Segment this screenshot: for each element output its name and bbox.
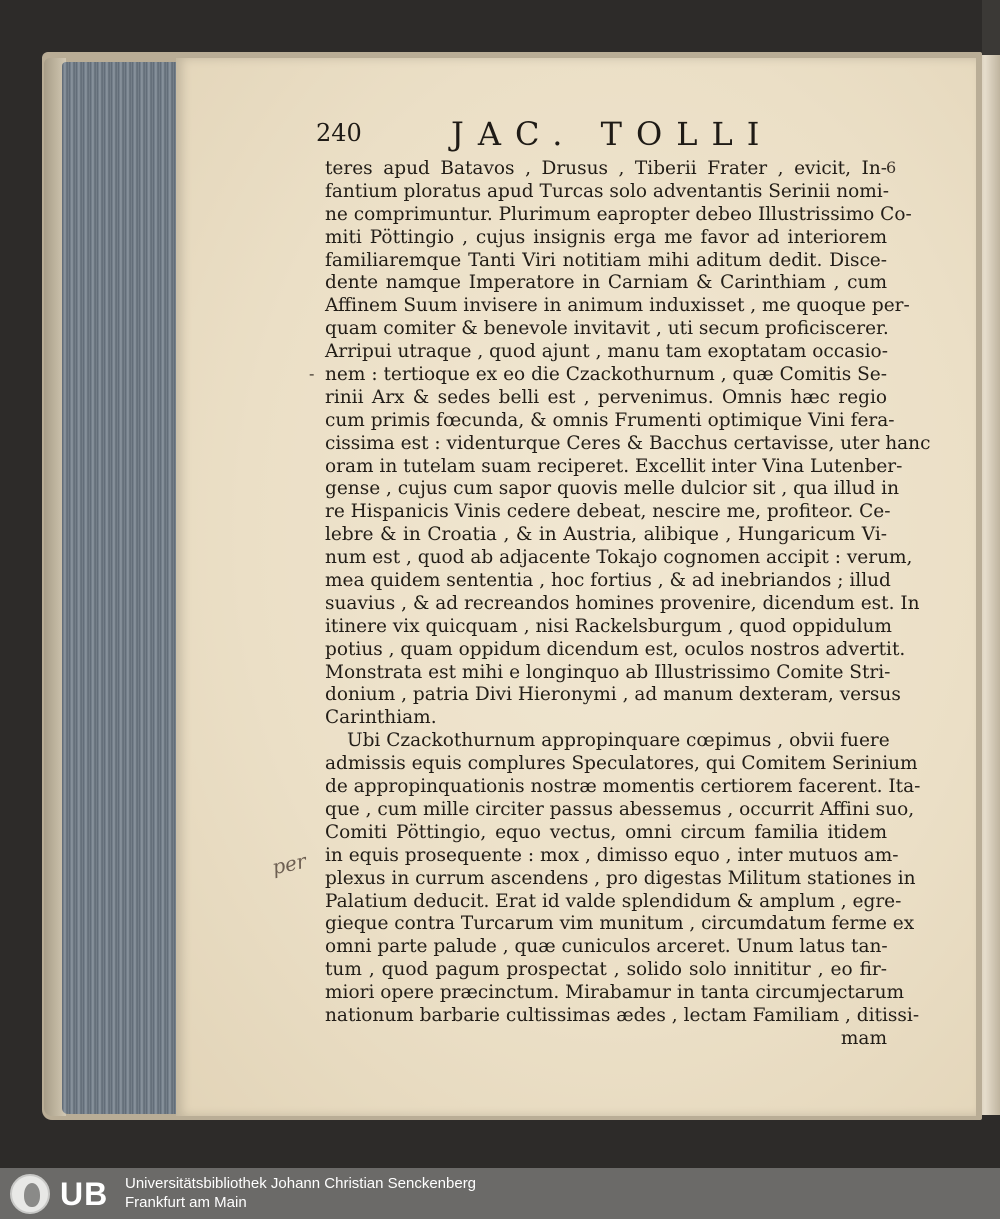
text-line: nationum barbarie cultissimas ædes , lectam Familiam , ditissi- xyxy=(325,1004,920,1026)
text-line: teres apud Batavos , Drusus , Tiberii Frater , evicit, In- xyxy=(325,158,887,179)
page-stack-edges xyxy=(62,62,177,1114)
text-line: num est , quod ab adjacente Tokajo cognomen accipit : verum, xyxy=(325,547,913,569)
ub-logo[interactable] xyxy=(10,1174,114,1214)
page-header xyxy=(316,115,916,159)
text-line: rinii Arx & sedes belli est , pervenimus. Omnis hæc regio xyxy=(325,386,887,408)
body-text xyxy=(325,158,931,1051)
library-footer xyxy=(0,1168,1000,1219)
text-line: Affinem Suum invisere in animum induxisset , me quoque per- xyxy=(325,295,910,317)
text-line: que , cum mille circiter passus abessemus , occurrit Affini suo, xyxy=(325,798,915,820)
text-line: de appropinquationis nostræ momentis certiorem facerent. Ita- xyxy=(325,776,921,798)
left-margin-mark: - xyxy=(309,364,315,383)
text-line: plexus in currum ascendens , pro digestas Militum stationes in xyxy=(325,867,916,889)
text-line: dente namque Imperatore in Carniam & Carinthiam , cum xyxy=(325,272,887,294)
portrait-icon xyxy=(10,1174,50,1214)
text-line: Comiti Pöttingio, equo vectus, omni circum familia itidem xyxy=(325,821,887,843)
text-line: gense , cujus cum sapor quovis melle dulcior sit , qua illud in xyxy=(325,478,899,500)
text-line: suavius , & ad recreandos homines provenire, dicendum est. In xyxy=(325,592,920,614)
text-line: tum , quod pagum prospectat , solido solo innititur , eo fir- xyxy=(325,959,887,981)
text-line: gieque contra Turcarum vim munitum , circumdatum ferme ex xyxy=(325,913,915,935)
text-line: donium , patria Divi Hieronymi , ad manum dexteram, versus xyxy=(325,684,901,706)
text-line: itinere vix quicquam , nisi Rackelsburgum , quod oppidulum xyxy=(325,615,892,637)
text-line: Palatium deducit. Erat id valde splendidum & amplum , egre- xyxy=(325,890,902,912)
text-line: miori opere præcinctum. Mirabamur in tanta circumjectarum xyxy=(325,982,905,1004)
text-line: mea quidem sententia , hoc fortius , & ad inebriandos ; illud xyxy=(325,570,891,592)
text-line: Arripui utraque , quod ajunt , manu tam exoptatam occasio- xyxy=(325,341,888,363)
logo-text: UB xyxy=(60,1176,109,1212)
next-page-top-edge xyxy=(982,0,1000,55)
text-line: cum primis fœcunda, & omnis Frumenti optimique Vini fera- xyxy=(325,409,895,431)
text-line: familiaremque Tanti Viri notitiam mihi aditum dedit. Disce- xyxy=(325,249,887,271)
handwritten-note: per xyxy=(269,848,309,880)
edge-mark: 6 xyxy=(886,158,897,177)
text-line: lebre & in Croatia , & in Austria, alibique , Hungaricum Vi- xyxy=(325,524,887,546)
text-line: in equis prosequente : mox , dimisso equo , inter mutuos am- xyxy=(325,844,899,866)
running-title: JAC. TOLLI xyxy=(451,115,774,153)
text-line: nem : tertioque ex eo die Czackothurnum , quæ Comitis Se- xyxy=(325,364,887,386)
text-line: Ubi Czackothurnum appropinquare cœpimus , obvii fuere xyxy=(347,730,890,752)
text-line: oram in tutelam suam reciperet. Excellit inter Vina Lutenber- xyxy=(325,455,903,477)
text-line: fantium ploratus apud Turcas solo adventantis Serinii nomi- xyxy=(325,180,889,202)
text-line: miti Pöttingio , cujus insignis erga me favor ad interiorem xyxy=(325,226,887,248)
text-line: potius , quam oppidum dicendum est, oculos nostros advertit. xyxy=(325,638,906,660)
text-line: admissis equis complures Speculatores, qui Comitem Serinium xyxy=(325,753,918,775)
catchword: mam xyxy=(840,1027,887,1049)
portrait-face xyxy=(24,1183,40,1207)
institution-line-1: Universitätsbibliothek Johann Christian Senckenberg xyxy=(125,1175,477,1192)
institution-line-2: Frankfurt am Main xyxy=(125,1194,247,1211)
page-number: 240 xyxy=(316,119,362,147)
text-line: omni parte palude , quæ cuniculos arceret. Unum latus tan- xyxy=(325,936,888,958)
text-line: Carinthiam. xyxy=(325,707,437,729)
text-line: re Hispanicis Vinis cedere debeat, nescire me, profiteor. Ce- xyxy=(325,501,891,523)
text-line: quam comiter & benevole invitavit , uti secum proficiscerer. xyxy=(325,318,889,340)
text-line: cissima est : videnturque Ceres & Bacchus certavisse, uter hanc xyxy=(325,432,931,454)
text-line: ne comprimuntur. Plurimum eapropter debeo Illustrissimo Co- xyxy=(325,203,912,225)
institution-name xyxy=(125,1174,476,1212)
text-line: Monstrata est mihi e longinquo ab Illustrissimo Comite Stri- xyxy=(325,661,891,683)
